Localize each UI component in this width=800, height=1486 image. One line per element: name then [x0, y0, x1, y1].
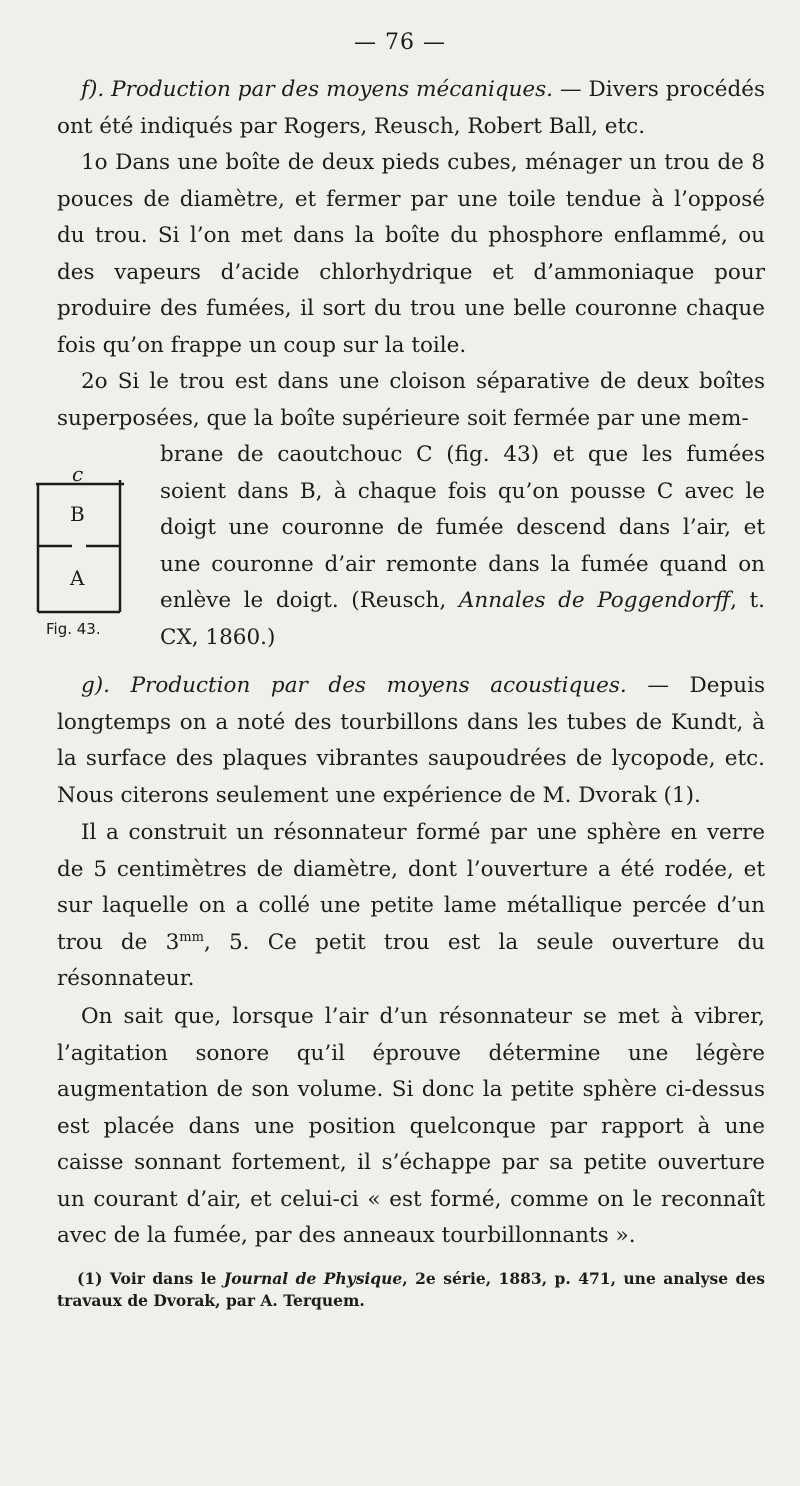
footnote-text: , 2e série, 1883, p. 471, une analyse des travaux de Dvorak, par A. Terquem. — [57, 1269, 765, 1310]
figure-label-a: A — [70, 566, 85, 590]
section-label-f: f). — [81, 77, 105, 102]
figure-caption: Fig. 43. — [46, 620, 101, 638]
paragraph-text: — Depuis longtemps on a noté des tourbillons dans les tubes de Kundt, à la surface des plaques vibrantes saupoudrées de lycopode, etc. Nous citerons seulement une expérience de M. Dvorak (1). — [57, 673, 765, 808]
figure-43-diagram — [36, 462, 136, 622]
paragraph-text: brane de caoutchouc C (fig. 43) et que les fumées soient dans B, à chaque fois qu’on pousse C avec le doigt une couronne de fumée descend dans l’air, et une couronne d’air remonte dans la fumée quand on enlève le doigt. (Reusch, — [160, 442, 765, 613]
citation-title: Annales de Poggendorff — [458, 588, 731, 613]
paragraph-f-mechanical — [57, 72, 765, 145]
section-heading-mechanical: Production par des moyens mécaniques. — [111, 77, 554, 102]
paragraph-text: , t. CX, 1860.) — [160, 588, 765, 650]
footnote-text: (1) Voir dans le — [77, 1269, 224, 1288]
figure-label-c: c — [72, 462, 84, 486]
paragraph-text: On sait que, lorsque l’air d’un résonnateur se met à vibrer, l’agitation sonore qu’il éprouve détermine une légère augmentation de son volume. Si donc la petite sphère ci-dessus est placée dans une position quelconque par rapport à une caisse sonnant fortement, il s’échappe par sa petite ouverture un courant d’air, et celui-ci « est formé, comme on le reconnaît avec de la fumée, par des anneaux tourbillonnants ». — [57, 1004, 765, 1248]
page-number: — 76 — — [354, 30, 446, 55]
paragraph-text: 1o Dans une boîte de deux pieds cubes, ménager un trou de 8 pouces de diamètre, et fermer par une toile tendue à l’opposé du trou. Si l’on met dans la boîte du phosphore enflammé, ou des vapeurs d’acide chlorhydrique et d’ammoniaque pour produire des fumées, il sort du trou une belle couronne chaque fois qu’on frappe un coup sur la toile. — [57, 150, 765, 358]
paragraph-1-box-experiment — [57, 145, 765, 364]
section-label-g: g). — [81, 673, 110, 698]
paragraph-resonator — [57, 815, 765, 998]
figure-label-b: B — [70, 502, 85, 526]
paragraph-text: Il a construit un résonnateur formé par une sphère en verre de 5 centimètres de diamètre, dont l’ouverture a été rodée, et sur laquelle on a collé une petite lame métallique percée d’un trou de 3 — [57, 820, 765, 955]
paragraph-2-wrapped — [160, 437, 765, 656]
paragraph-text: , 5. Ce petit trou est la seule ouverture du résonnateur. — [57, 929, 766, 991]
paragraph-on-sait — [57, 999, 765, 1255]
paragraph-text: 2o Si le trou est dans une cloison séparative de deux boîtes superposées, que la boîte supérieure soit fermée par une mem- — [57, 369, 765, 431]
footnote-1 — [57, 1268, 765, 1312]
paragraph-2-lead — [57, 364, 765, 437]
section-heading-acoustic: Production par des moyens acoustiques. — [130, 673, 627, 698]
paragraph-g-acoustic — [57, 668, 765, 814]
footnote-journal-title: Journal de Physique — [223, 1269, 403, 1288]
paragraph-text: — Divers procédés ont été indiqués par Rogers, Reusch, Robert Ball, etc. — [57, 77, 765, 139]
figure-43 — [36, 462, 136, 652]
unit-superscript: mm — [179, 929, 204, 945]
